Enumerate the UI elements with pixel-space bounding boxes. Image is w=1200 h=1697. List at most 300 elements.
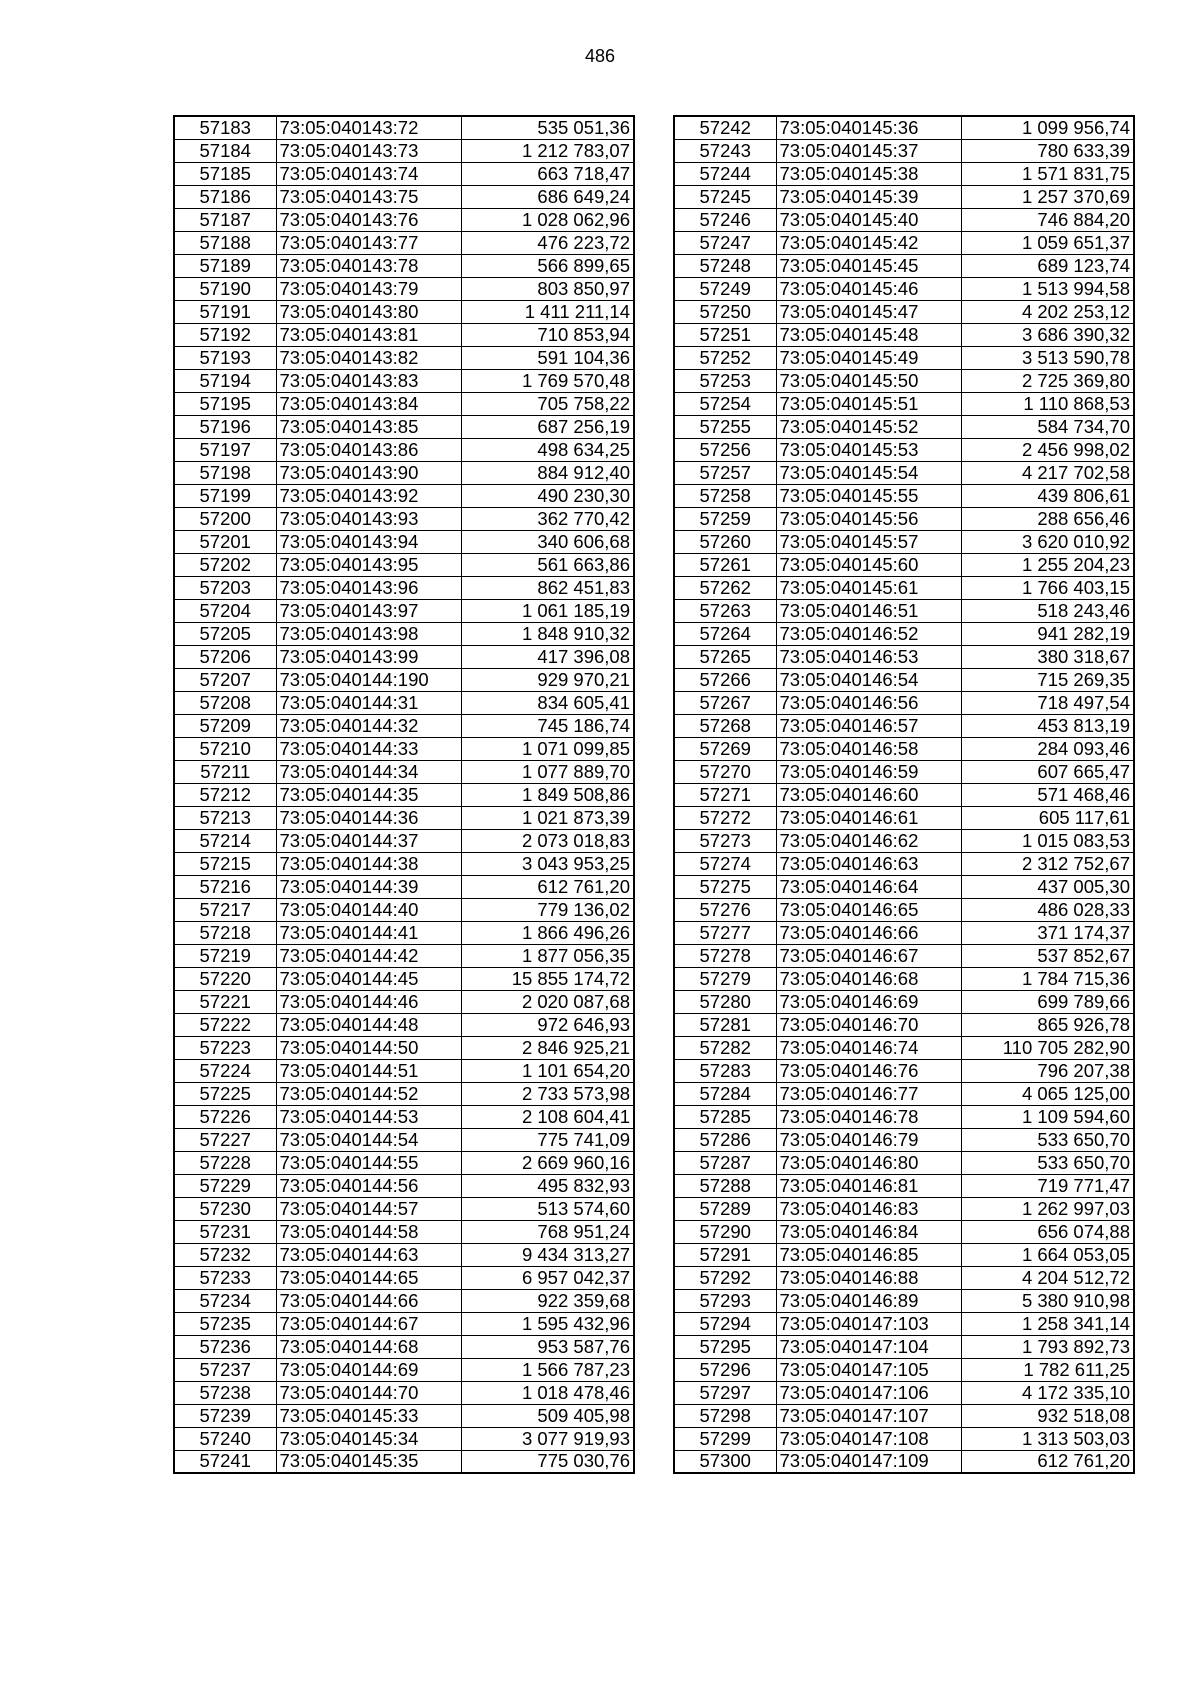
row-number-cell: 57277 [674, 921, 776, 944]
row-number-cell: 57251 [674, 323, 776, 346]
row-number-cell: 57221 [174, 990, 276, 1013]
table-row [674, 599, 1134, 622]
table-row [174, 760, 634, 783]
table-row [174, 691, 634, 714]
cadastral-number-cell: 73:05:040145:48 [776, 323, 961, 346]
cadastral-number-cell: 73:05:040143:98 [276, 622, 461, 645]
cadastral-number-cell: 73:05:040145:55 [776, 484, 961, 507]
value-cell: 686 649,24 [461, 185, 634, 208]
row-number-cell: 57195 [174, 392, 276, 415]
row-number-cell: 57189 [174, 254, 276, 277]
value-cell: 1 101 654,20 [461, 1059, 634, 1082]
table-row [674, 1427, 1134, 1450]
cadastral-number-cell: 73:05:040145:53 [776, 438, 961, 461]
table-row [674, 254, 1134, 277]
table-row [674, 1220, 1134, 1243]
table-row [174, 277, 634, 300]
value-cell: 513 574,60 [461, 1197, 634, 1220]
table-row [674, 346, 1134, 369]
table-row [174, 714, 634, 737]
cadastral-number-cell: 73:05:040146:79 [776, 1128, 961, 1151]
cadastral-number-cell: 73:05:040144:46 [276, 990, 461, 1013]
table-row [674, 921, 1134, 944]
table-row [174, 1289, 634, 1312]
table-row [674, 323, 1134, 346]
table-row [674, 829, 1134, 852]
table-row [674, 139, 1134, 162]
cadastral-number-cell: 73:05:040145:49 [776, 346, 961, 369]
table-row [674, 1128, 1134, 1151]
table-row [174, 1312, 634, 1335]
value-cell: 1 015 083,53 [961, 829, 1134, 852]
cadastral-number-cell: 73:05:040143:81 [276, 323, 461, 346]
value-cell: 4 202 253,12 [961, 300, 1134, 323]
value-cell: 3 043 953,25 [461, 852, 634, 875]
value-cell: 2 108 604,41 [461, 1105, 634, 1128]
cadastral-number-cell: 73:05:040143:83 [276, 369, 461, 392]
table-row [674, 1105, 1134, 1128]
cadastral-number-cell: 73:05:040144:56 [276, 1174, 461, 1197]
value-cell: 687 256,19 [461, 415, 634, 438]
value-cell: 1 071 099,85 [461, 737, 634, 760]
cadastral-number-cell: 73:05:040143:94 [276, 530, 461, 553]
table-row [174, 622, 634, 645]
table-row [674, 990, 1134, 1013]
row-number-cell: 57237 [174, 1358, 276, 1381]
value-cell: 663 718,47 [461, 162, 634, 185]
table-row [674, 461, 1134, 484]
value-cell: 591 104,36 [461, 346, 634, 369]
cadastral-number-cell: 73:05:040147:108 [776, 1427, 961, 1450]
table-row [674, 392, 1134, 415]
cadastral-number-cell: 73:05:040145:33 [276, 1404, 461, 1427]
value-cell: 2 456 998,02 [961, 438, 1134, 461]
table-row [674, 553, 1134, 576]
cadastral-number-cell: 73:05:040146:88 [776, 1266, 961, 1289]
cadastral-number-cell: 73:05:040144:53 [276, 1105, 461, 1128]
table-row [674, 1266, 1134, 1289]
table-row [174, 898, 634, 921]
value-cell: 362 770,42 [461, 507, 634, 530]
value-cell: 4 217 702,58 [961, 461, 1134, 484]
row-number-cell: 57198 [174, 461, 276, 484]
table-row [174, 1174, 634, 1197]
cadastral-number-cell: 73:05:040144:40 [276, 898, 461, 921]
cadastral-number-cell: 73:05:040146:60 [776, 783, 961, 806]
row-number-cell: 57290 [674, 1220, 776, 1243]
row-number-cell: 57220 [174, 967, 276, 990]
value-cell: 1 258 341,14 [961, 1312, 1134, 1335]
table-row [674, 714, 1134, 737]
page-number: 486 [584, 46, 616, 66]
value-cell: 745 186,74 [461, 714, 634, 737]
row-number-cell: 57197 [174, 438, 276, 461]
cadastral-number-cell: 73:05:040146:61 [776, 806, 961, 829]
cadastral-number-cell: 73:05:040143:85 [276, 415, 461, 438]
table-row [174, 783, 634, 806]
row-number-cell: 57190 [174, 277, 276, 300]
table-row [174, 484, 634, 507]
table-row [674, 1082, 1134, 1105]
value-cell: 953 587,76 [461, 1335, 634, 1358]
row-number-cell: 57223 [174, 1036, 276, 1059]
row-number-cell: 57296 [674, 1358, 776, 1381]
table-row [674, 1450, 1134, 1473]
value-cell: 561 663,86 [461, 553, 634, 576]
value-cell: 2 312 752,67 [961, 852, 1134, 875]
row-number-cell: 57282 [674, 1036, 776, 1059]
cadastral-number-cell: 73:05:040145:42 [776, 231, 961, 254]
row-number-cell: 57252 [674, 346, 776, 369]
value-cell: 566 899,65 [461, 254, 634, 277]
table-row [674, 162, 1134, 185]
value-cell: 1 212 783,07 [461, 139, 634, 162]
row-number-cell: 57242 [674, 116, 776, 139]
value-cell: 746 884,20 [961, 208, 1134, 231]
value-cell: 3 620 010,92 [961, 530, 1134, 553]
row-number-cell: 57249 [674, 277, 776, 300]
value-cell: 340 606,68 [461, 530, 634, 553]
table-row [174, 438, 634, 461]
table-row [674, 369, 1134, 392]
table-row [674, 806, 1134, 829]
cadastral-number-cell: 73:05:040144:39 [276, 875, 461, 898]
value-cell: 768 951,24 [461, 1220, 634, 1243]
value-cell: 656 074,88 [961, 1220, 1134, 1243]
value-cell: 509 405,98 [461, 1404, 634, 1427]
row-number-cell: 57231 [174, 1220, 276, 1243]
table-row [174, 323, 634, 346]
table-row [674, 277, 1134, 300]
cadastral-number-cell: 73:05:040146:77 [776, 1082, 961, 1105]
cadastral-number-cell: 73:05:040143:80 [276, 300, 461, 323]
row-number-cell: 57270 [674, 760, 776, 783]
value-cell: 439 806,61 [961, 484, 1134, 507]
table-row [174, 415, 634, 438]
cadastral-number-cell: 73:05:040143:95 [276, 553, 461, 576]
value-cell: 719 771,47 [961, 1174, 1134, 1197]
table-row [174, 1358, 634, 1381]
cadastral-number-cell: 73:05:040143:79 [276, 277, 461, 300]
table-row [674, 622, 1134, 645]
row-number-cell: 57186 [174, 185, 276, 208]
value-cell: 371 174,37 [961, 921, 1134, 944]
row-number-cell: 57200 [174, 507, 276, 530]
row-number-cell: 57273 [674, 829, 776, 852]
row-number-cell: 57250 [674, 300, 776, 323]
row-number-cell: 57299 [674, 1427, 776, 1450]
row-number-cell: 57247 [674, 231, 776, 254]
table-row [174, 208, 634, 231]
value-cell: 380 318,67 [961, 645, 1134, 668]
table-row [674, 507, 1134, 530]
value-cell: 288 656,46 [961, 507, 1134, 530]
row-number-cell: 57281 [674, 1013, 776, 1036]
cadastral-number-cell: 73:05:040144:42 [276, 944, 461, 967]
table-row [174, 829, 634, 852]
table-row [674, 484, 1134, 507]
value-cell: 1 061 185,19 [461, 599, 634, 622]
row-number-cell: 57193 [174, 346, 276, 369]
cadastral-number-cell: 73:05:040143:99 [276, 645, 461, 668]
value-cell: 1 059 651,37 [961, 231, 1134, 254]
cadastral-number-cell: 73:05:040145:38 [776, 162, 961, 185]
value-cell: 518 243,46 [961, 599, 1134, 622]
row-number-cell: 57267 [674, 691, 776, 714]
cadastral-number-cell: 73:05:040146:58 [776, 737, 961, 760]
cadastral-number-cell: 73:05:040144:32 [276, 714, 461, 737]
cadastral-number-cell: 73:05:040146:81 [776, 1174, 961, 1197]
row-number-cell: 57255 [674, 415, 776, 438]
row-number-cell: 57280 [674, 990, 776, 1013]
value-cell: 932 518,08 [961, 1404, 1134, 1427]
row-number-cell: 57291 [674, 1243, 776, 1266]
table-row [674, 898, 1134, 921]
value-cell: 437 005,30 [961, 875, 1134, 898]
value-cell: 1 411 211,14 [461, 300, 634, 323]
value-cell: 537 852,67 [961, 944, 1134, 967]
table-row [674, 1335, 1134, 1358]
cadastral-number-cell: 73:05:040144:57 [276, 1197, 461, 1220]
table-row [174, 599, 634, 622]
table-row [174, 875, 634, 898]
row-number-cell: 57184 [174, 139, 276, 162]
row-number-cell: 57259 [674, 507, 776, 530]
table-row [174, 139, 634, 162]
value-cell: 1 257 370,69 [961, 185, 1134, 208]
value-cell: 1 877 056,35 [461, 944, 634, 967]
value-cell: 533 650,70 [961, 1151, 1134, 1174]
row-number-cell: 57201 [174, 530, 276, 553]
row-number-cell: 57210 [174, 737, 276, 760]
value-cell: 9 434 313,27 [461, 1243, 634, 1266]
row-number-cell: 57207 [174, 668, 276, 691]
cadastral-number-cell: 73:05:040144:67 [276, 1312, 461, 1335]
table-row [674, 208, 1134, 231]
value-cell: 5 380 910,98 [961, 1289, 1134, 1312]
cadastral-number-cell: 73:05:040146:70 [776, 1013, 961, 1036]
value-cell: 1 784 715,36 [961, 967, 1134, 990]
value-cell: 2 725 369,80 [961, 369, 1134, 392]
value-cell: 612 761,20 [461, 875, 634, 898]
table-row [674, 691, 1134, 714]
cadastral-number-cell: 73:05:040145:56 [776, 507, 961, 530]
cadastral-number-cell: 73:05:040144:65 [276, 1266, 461, 1289]
cadastral-number-cell: 73:05:040144:50 [276, 1036, 461, 1059]
table-row [674, 1358, 1134, 1381]
row-number-cell: 57196 [174, 415, 276, 438]
value-cell: 584 734,70 [961, 415, 1134, 438]
value-cell: 1 769 570,48 [461, 369, 634, 392]
table-row [174, 1335, 634, 1358]
row-number-cell: 57227 [174, 1128, 276, 1151]
registry-table-left [173, 115, 635, 1474]
cadastral-number-cell: 73:05:040146:89 [776, 1289, 961, 1312]
value-cell: 710 853,94 [461, 323, 634, 346]
cadastral-number-cell: 73:05:040144:45 [276, 967, 461, 990]
row-number-cell: 57285 [674, 1105, 776, 1128]
value-cell: 775 741,09 [461, 1128, 634, 1151]
table-row [174, 737, 634, 760]
value-cell: 1 077 889,70 [461, 760, 634, 783]
row-number-cell: 57292 [674, 1266, 776, 1289]
value-cell: 3 513 590,78 [961, 346, 1134, 369]
value-cell: 605 117,61 [961, 806, 1134, 829]
table-row [174, 576, 634, 599]
value-cell: 533 650,70 [961, 1128, 1134, 1151]
value-cell: 3 686 390,32 [961, 323, 1134, 346]
value-cell: 718 497,54 [961, 691, 1134, 714]
cadastral-number-cell: 73:05:040145:34 [276, 1427, 461, 1450]
cadastral-number-cell: 73:05:040147:107 [776, 1404, 961, 1427]
value-cell: 498 634,25 [461, 438, 634, 461]
row-number-cell: 57218 [174, 921, 276, 944]
cadastral-number-cell: 73:05:040145:35 [276, 1450, 461, 1473]
row-number-cell: 57203 [174, 576, 276, 599]
value-cell: 476 223,72 [461, 231, 634, 254]
value-cell: 2 669 960,16 [461, 1151, 634, 1174]
row-number-cell: 57216 [174, 875, 276, 898]
value-cell: 6 957 042,37 [461, 1266, 634, 1289]
cadastral-number-cell: 73:05:040145:45 [776, 254, 961, 277]
row-number-cell: 57225 [174, 1082, 276, 1105]
cadastral-number-cell: 73:05:040146:66 [776, 921, 961, 944]
row-number-cell: 57232 [174, 1243, 276, 1266]
value-cell: 1 018 478,46 [461, 1381, 634, 1404]
value-cell: 3 077 919,93 [461, 1427, 634, 1450]
table-row [174, 944, 634, 967]
cadastral-number-cell: 73:05:040144:58 [276, 1220, 461, 1243]
value-cell: 803 850,97 [461, 277, 634, 300]
cadastral-number-cell: 73:05:040144:35 [276, 783, 461, 806]
cadastral-number-cell: 73:05:040143:76 [276, 208, 461, 231]
cadastral-number-cell: 73:05:040147:105 [776, 1358, 961, 1381]
row-number-cell: 57224 [174, 1059, 276, 1082]
value-cell: 1 766 403,15 [961, 576, 1134, 599]
cadastral-number-cell: 73:05:040146:74 [776, 1036, 961, 1059]
cadastral-number-cell: 73:05:040146:56 [776, 691, 961, 714]
cadastral-number-cell: 73:05:040145:36 [776, 116, 961, 139]
value-cell: 1 099 956,74 [961, 116, 1134, 139]
row-number-cell: 57238 [174, 1381, 276, 1404]
table-row [174, 231, 634, 254]
table-row [674, 1197, 1134, 1220]
value-cell: 699 789,66 [961, 990, 1134, 1013]
row-number-cell: 57289 [674, 1197, 776, 1220]
cadastral-number-cell: 73:05:040146:53 [776, 645, 961, 668]
cadastral-number-cell: 73:05:040147:106 [776, 1381, 961, 1404]
value-cell: 607 665,47 [961, 760, 1134, 783]
table-row [174, 392, 634, 415]
cadastral-number-cell: 73:05:040144:54 [276, 1128, 461, 1151]
table-row [174, 300, 634, 323]
table-row [674, 415, 1134, 438]
table-row [174, 1128, 634, 1151]
value-cell: 715 269,35 [961, 668, 1134, 691]
row-number-cell: 57194 [174, 369, 276, 392]
row-number-cell: 57206 [174, 645, 276, 668]
row-number-cell: 57213 [174, 806, 276, 829]
row-number-cell: 57230 [174, 1197, 276, 1220]
table-row [174, 806, 634, 829]
row-number-cell: 57300 [674, 1450, 776, 1473]
row-number-cell: 57234 [174, 1289, 276, 1312]
value-cell: 417 396,08 [461, 645, 634, 668]
table-row [174, 1013, 634, 1036]
cadastral-number-cell: 73:05:040146:67 [776, 944, 961, 967]
table-row [674, 1174, 1134, 1197]
row-number-cell: 57279 [674, 967, 776, 990]
table-row [174, 1105, 634, 1128]
cadastral-number-cell: 73:05:040145:61 [776, 576, 961, 599]
cadastral-number-cell: 73:05:040144:36 [276, 806, 461, 829]
row-number-cell: 57268 [674, 714, 776, 737]
row-number-cell: 57297 [674, 1381, 776, 1404]
cadastral-number-cell: 73:05:040146:65 [776, 898, 961, 921]
table-row [174, 1059, 634, 1082]
row-number-cell: 57264 [674, 622, 776, 645]
row-number-cell: 57246 [674, 208, 776, 231]
table-row [674, 1381, 1134, 1404]
value-cell: 779 136,02 [461, 898, 634, 921]
table-row [674, 1289, 1134, 1312]
cadastral-number-cell: 73:05:040145:60 [776, 553, 961, 576]
value-cell: 705 758,22 [461, 392, 634, 415]
value-cell: 1 664 053,05 [961, 1243, 1134, 1266]
value-cell: 1 866 496,26 [461, 921, 634, 944]
row-number-cell: 57239 [174, 1404, 276, 1427]
cadastral-number-cell: 73:05:040145:50 [776, 369, 961, 392]
table-row [674, 1036, 1134, 1059]
row-number-cell: 57185 [174, 162, 276, 185]
row-number-cell: 57257 [674, 461, 776, 484]
cadastral-number-cell: 73:05:040144:69 [276, 1358, 461, 1381]
row-number-cell: 57222 [174, 1013, 276, 1036]
cadastral-number-cell: 73:05:040145:47 [776, 300, 961, 323]
value-cell: 1 793 892,73 [961, 1335, 1134, 1358]
row-number-cell: 57248 [674, 254, 776, 277]
row-number-cell: 57243 [674, 139, 776, 162]
row-number-cell: 57263 [674, 599, 776, 622]
value-cell: 284 093,46 [961, 737, 1134, 760]
row-number-cell: 57208 [174, 691, 276, 714]
table-row [174, 254, 634, 277]
value-cell: 689 123,74 [961, 254, 1134, 277]
table-row [674, 645, 1134, 668]
value-cell: 1 566 787,23 [461, 1358, 634, 1381]
table-row [174, 1151, 634, 1174]
cadastral-number-cell: 73:05:040145:57 [776, 530, 961, 553]
row-number-cell: 57209 [174, 714, 276, 737]
table-row [174, 162, 634, 185]
value-cell: 922 359,68 [461, 1289, 634, 1312]
cadastral-number-cell: 73:05:040143:75 [276, 185, 461, 208]
cadastral-number-cell: 73:05:040144:55 [276, 1151, 461, 1174]
value-cell: 834 605,41 [461, 691, 634, 714]
table-row [174, 1450, 634, 1473]
table-row [674, 1243, 1134, 1266]
value-cell: 1 571 831,75 [961, 162, 1134, 185]
cadastral-number-cell: 73:05:040143:93 [276, 507, 461, 530]
row-number-cell: 57199 [174, 484, 276, 507]
table-row [174, 645, 634, 668]
table-row [174, 1082, 634, 1105]
cadastral-number-cell: 73:05:040147:104 [776, 1335, 961, 1358]
cadastral-number-cell: 73:05:040143:96 [276, 576, 461, 599]
value-cell: 796 207,38 [961, 1059, 1134, 1082]
table-row [174, 346, 634, 369]
table-row [174, 116, 634, 139]
